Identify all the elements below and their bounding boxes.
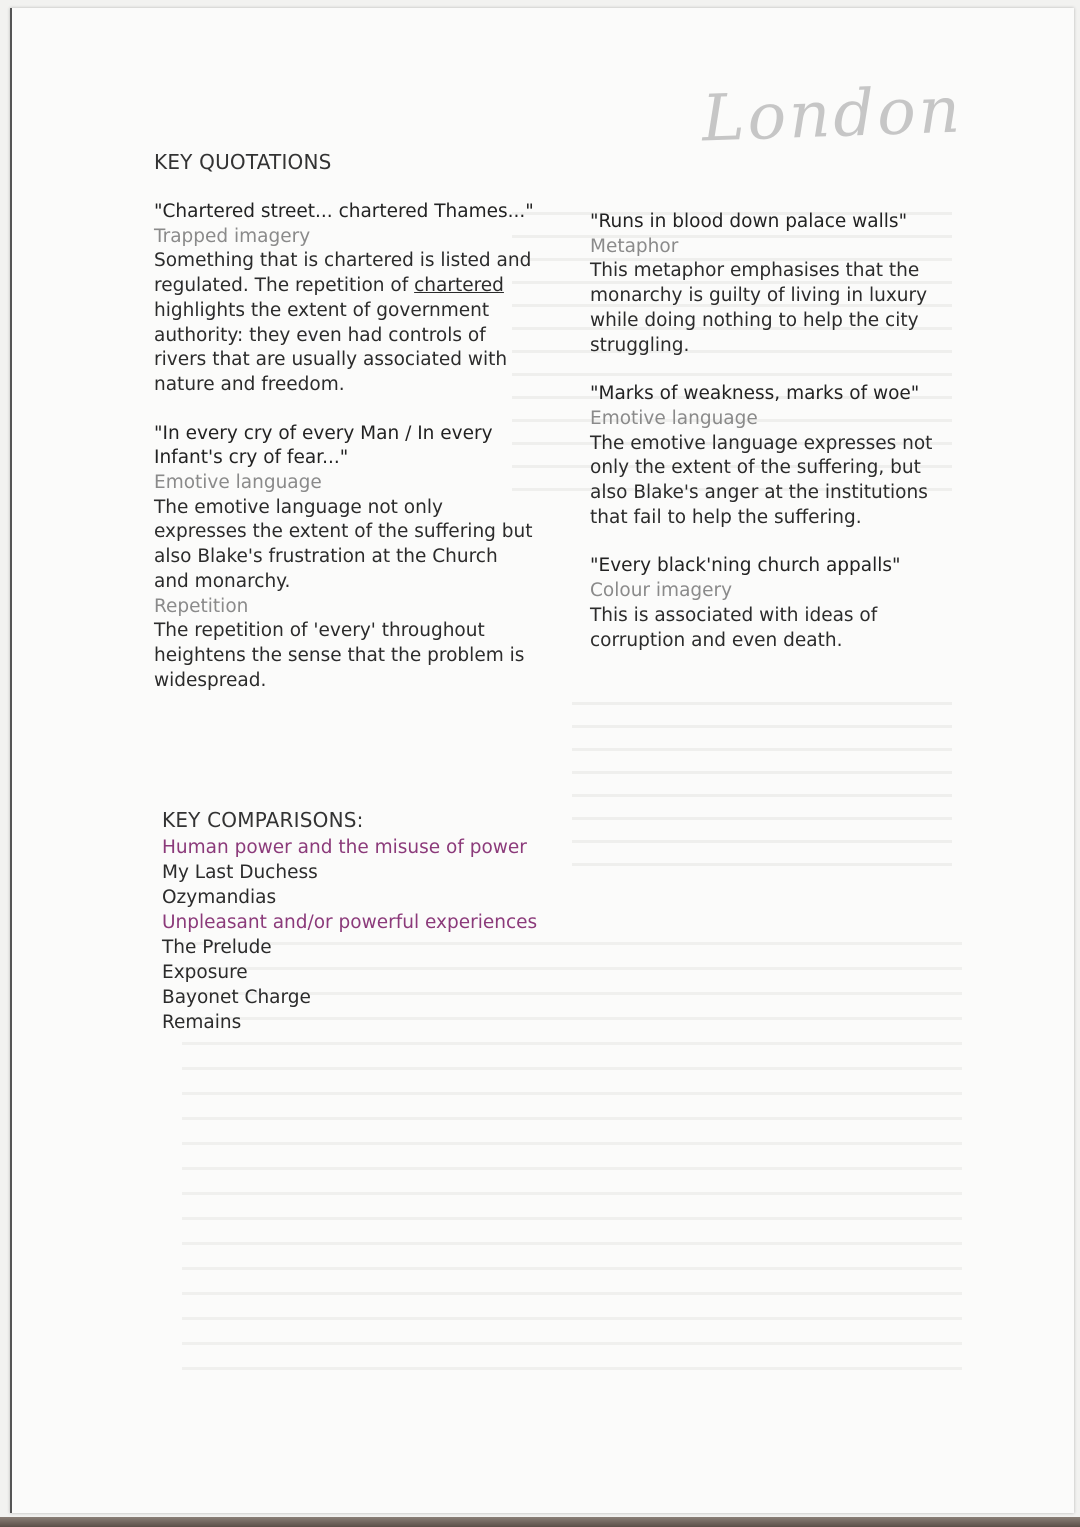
handwritten-title: London: [700, 73, 965, 157]
analysis-colour: This is associated with ideas of corruption and even death.: [590, 604, 878, 651]
analysis-emotive-2: The emotive language expresses not only the extent of the suffering, but also Blake's anger at the institutions that fail to help the suffering.: [590, 432, 933, 528]
quote-blackning-church: "Every black'ning church appalls": [590, 555, 901, 577]
right-quotations-column: [590, 210, 962, 653]
technique-trapped-imagery: Trapped imagery: [154, 225, 311, 247]
comparison-category-experiences: Unpleasant and/or powerful experiences: [162, 912, 538, 933]
technique-colour-imagery: Colour imagery: [590, 580, 733, 602]
analysis-metaphor: This metaphor emphasises that the monarchy is guilty of living in luxury while doing nothing to help the city struggling.: [590, 260, 928, 356]
left-quotations-column: [154, 200, 534, 693]
comparison-category-power: Human power and the misuse of power: [162, 837, 527, 858]
comparison-item: Ozymandias: [162, 887, 277, 908]
comparison-item: My Last Duchess: [162, 862, 318, 883]
comparison-item: Remains: [162, 1012, 242, 1033]
technique-emotive-language-2: Emotive language: [590, 407, 758, 429]
technique-repetition: Repetition: [154, 595, 249, 617]
analysis-chartered: Something that is chartered is listed and regulated. The repetition of chartered highlights the extent of government authority: they even had controls of rivers that are usually associated with nature and freedom.: [154, 250, 532, 395]
analysis-repetition: The repetition of 'every' throughout heightens the sense that the problem is widespread.: [154, 620, 525, 691]
comparison-item: The Prelude: [162, 937, 272, 958]
key-comparisons-heading: KEY COMPARISONS:: [162, 808, 364, 832]
quote-marks-of-weakness: "Marks of weakness, marks of woe": [590, 383, 920, 405]
comparison-item: Exposure: [162, 962, 248, 983]
quote-every-cry: "In every cry of every Man / In every Infant's cry of fear...": [154, 422, 493, 469]
desk-edge: [0, 1517, 1080, 1527]
technique-emotive-language: Emotive language: [154, 472, 322, 494]
document-page: [10, 8, 1074, 1513]
analysis-emotive: The emotive language not only expresses the extent of the suffering but also Blake's frustration at the Church and monarchy.: [154, 496, 533, 592]
technique-metaphor: Metaphor: [590, 235, 679, 257]
quote-palace-walls: "Runs in blood down palace walls": [590, 211, 908, 232]
comparison-item: Bayonet Charge: [162, 987, 311, 1008]
key-quotations-heading: KEY QUOTATIONS: [154, 150, 332, 174]
key-comparisons-section: [162, 808, 537, 1035]
quote-chartered: "Chartered street... chartered Thames...": [154, 201, 534, 222]
